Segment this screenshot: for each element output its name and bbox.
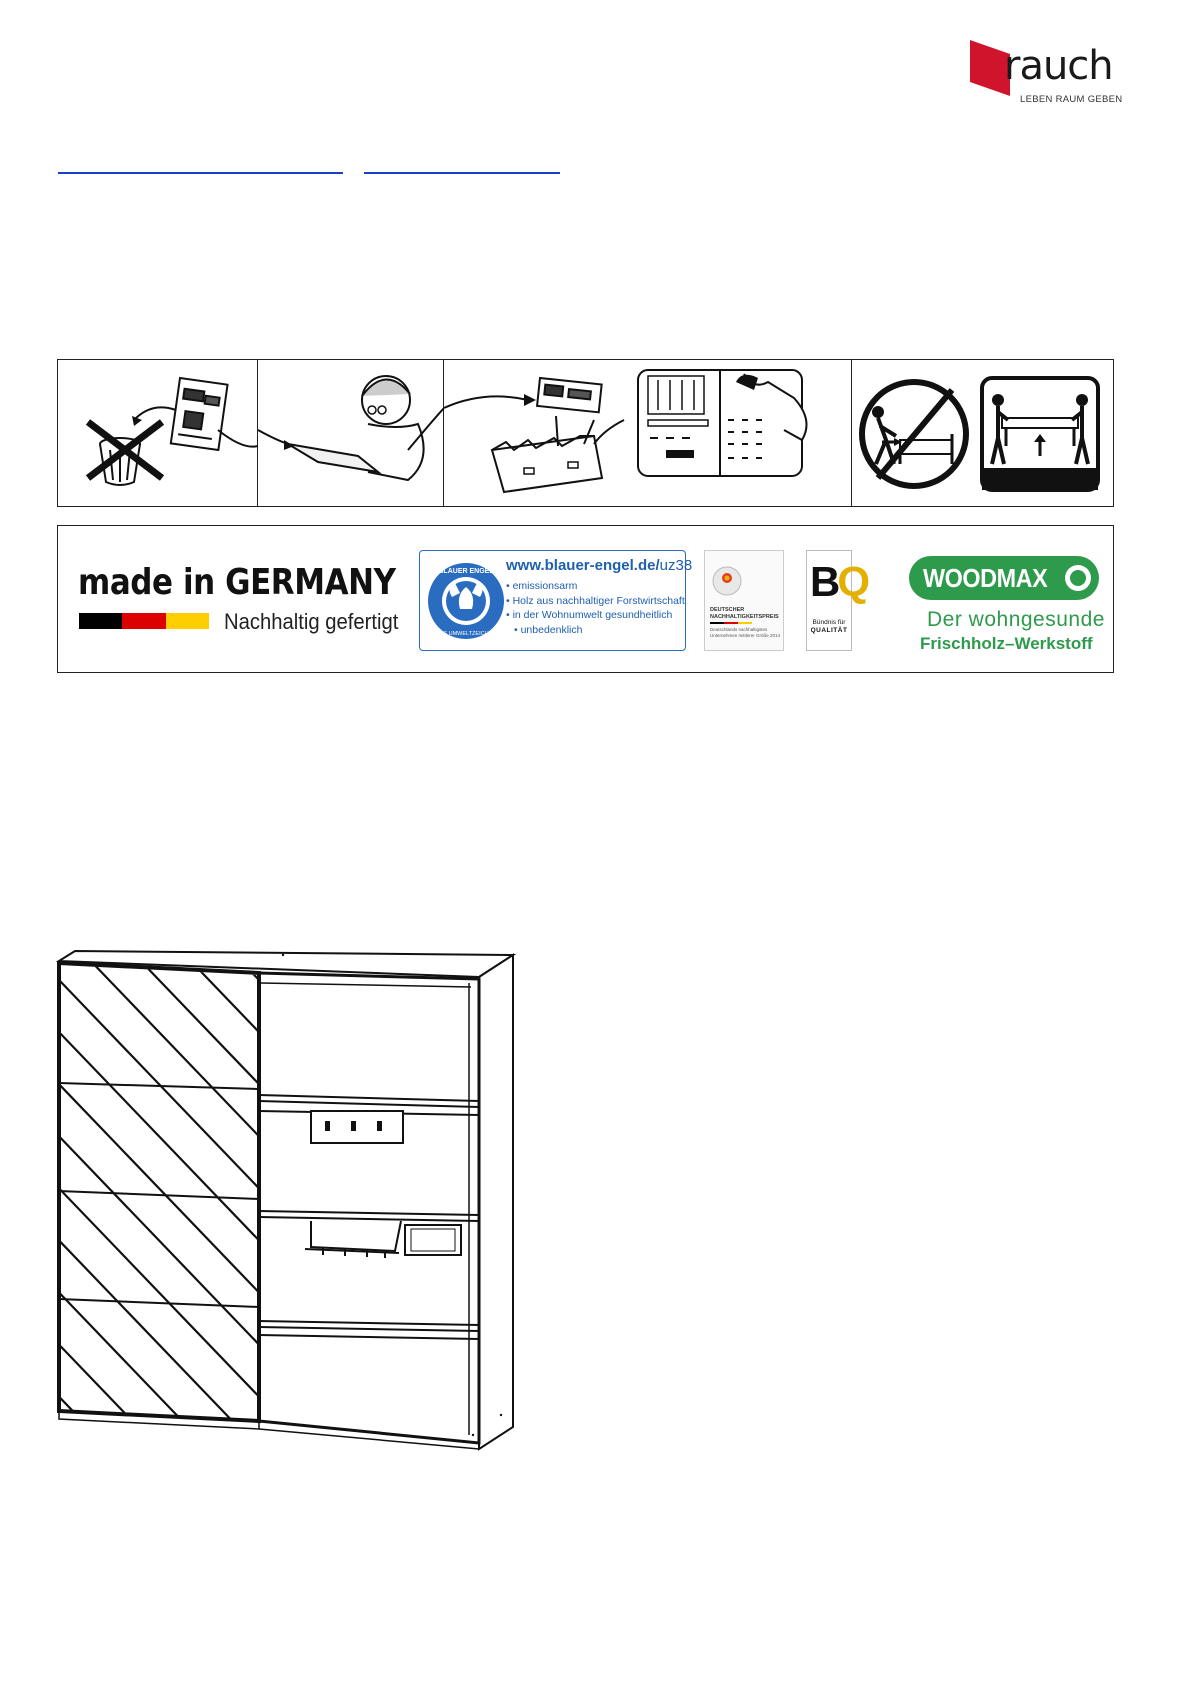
nachhaltigkeitspreis-badge: [704, 550, 784, 651]
svg-text:BLAUER ENGEL: BLAUER ENGEL: [438, 568, 494, 575]
brand-name: rauch: [1004, 43, 1113, 89]
bq-letters: BQ: [810, 558, 868, 605]
svg-text:DAS UMWELTZEICHEN: DAS UMWELTZEICHEN: [435, 631, 497, 637]
no-trash-icon: [58, 360, 258, 506]
award-sphere-icon: [705, 551, 785, 605]
instruction-pictograms: [57, 359, 1114, 507]
bq-subtitle: Bündnis für QUALITÄT: [810, 619, 848, 634]
list-item: • Holz aus nachhaltiger Forstwirtschaft: [506, 594, 685, 609]
made-in-germany-subtitle: Nachhaltig gefertigt: [224, 609, 399, 634]
blauer-engel-badge: [419, 550, 693, 651]
lift-with-two-people-icon: [982, 378, 1098, 490]
award-subtitle: Deutschlands nachhaltigstes Unternehmen mittlerer Größe 2014: [710, 627, 781, 638]
brand-logo: [968, 38, 1123, 110]
list-item: • in der Wohnumwelt gesundheitlich: [506, 608, 685, 623]
blauer-engel-points: [506, 579, 685, 637]
read-manual-icon: [258, 360, 444, 506]
germany-flag-stripes: [79, 613, 209, 629]
file-manual-icon: [444, 360, 852, 506]
bq-badge: [806, 550, 868, 651]
brand-tagline: LEBEN RAUM GEBEN: [1020, 94, 1123, 105]
do-not-push-icon: [862, 382, 966, 486]
made-in-germany-title: made in GERMANY: [78, 562, 396, 603]
lifting-pictograms: [852, 360, 1113, 506]
link-underline-2[interactable]: [364, 172, 560, 174]
woodmax-logo: WOODMAX: [909, 556, 1099, 600]
blauer-engel-seal-icon: [426, 557, 506, 647]
woodmax-line-1: Der wohngesunde: [927, 608, 1105, 631]
link-underline-1[interactable]: [58, 172, 343, 174]
award-title: DEUTSCHER NACHHALTIGKEITSPREIS: [710, 607, 779, 620]
woodmax-leaf-icon: [1063, 563, 1093, 593]
wardrobe-drawing: [55, 935, 525, 1455]
award-flag-bar: [710, 622, 752, 624]
blauer-engel-url[interactable]: www.blauer-engel.de/uz38: [506, 557, 693, 574]
woodmax-line-2: Frischholz–Werkstoff: [920, 634, 1093, 653]
list-item: • emissionsarm: [506, 579, 685, 594]
list-item: • unbedenklich: [506, 623, 685, 638]
certification-badges: [57, 525, 1114, 673]
